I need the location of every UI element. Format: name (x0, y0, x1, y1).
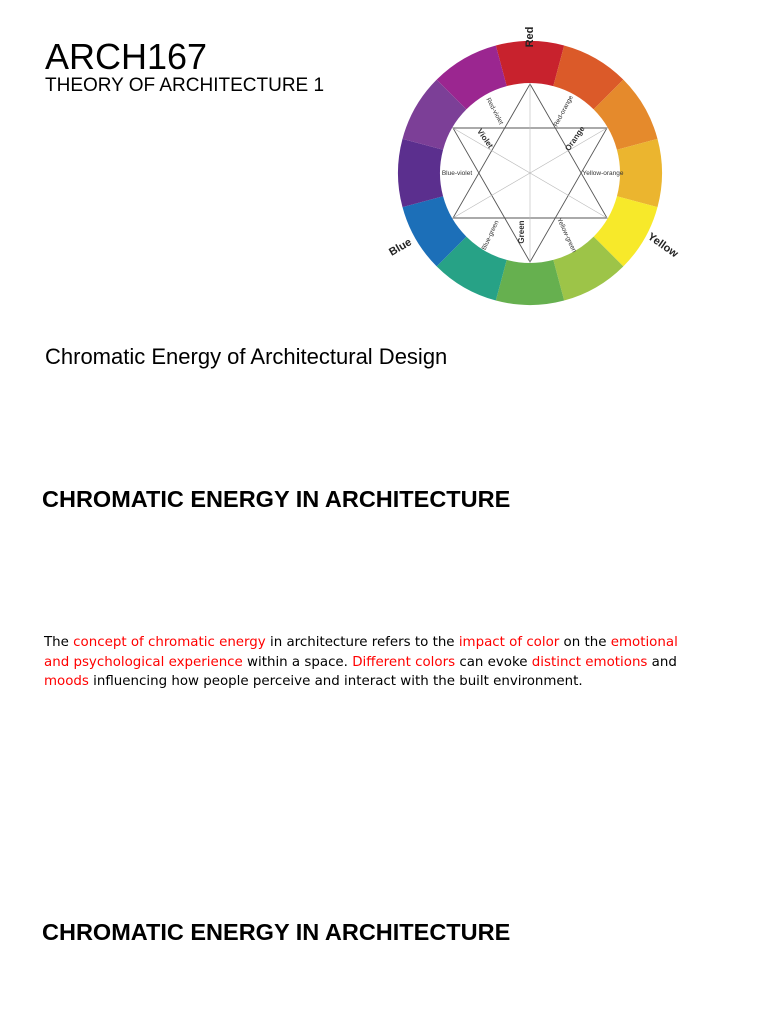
paragraph-text: on the (559, 635, 611, 650)
inner-label-red-violet: Red-violet (484, 96, 505, 126)
wheel-segment (398, 139, 443, 207)
highlighted-phrase: emotional and psychological experience (44, 635, 678, 670)
highlighted-phrase: distinct emotions (531, 654, 648, 670)
paragraph-text: and (647, 654, 677, 670)
wheel-label-yellow: Yellow (645, 230, 681, 261)
course-code: ARCH167 (45, 36, 208, 77)
paragraph-text: can evoke (455, 654, 532, 670)
inner-label-violet: Violet (475, 127, 495, 151)
paragraph-text: within a space. (242, 654, 353, 670)
section-heading: CHROMATIC ENERGY IN ARCHITECTURE (42, 486, 511, 512)
inner-label-yellow-orange: Yellow-orange (582, 170, 624, 177)
wheel-label-red: Red (524, 26, 536, 48)
highlighted-phrase: concept of chromatic energy (73, 635, 266, 650)
paragraph-text: The (44, 635, 74, 650)
document-subtitle: Chromatic Energy of Architectural Design (45, 344, 448, 369)
inner-label-red-orange: Red-orange (552, 94, 575, 129)
paragraph-text: in architecture refers to the (265, 635, 459, 650)
wheel-segment (496, 260, 564, 305)
inner-label-green: Green (517, 220, 526, 244)
wheel-label-blue: Blue (387, 236, 414, 259)
inner-label-yellow-green: Yellow-green (555, 216, 578, 254)
section-heading: CHROMATIC ENERGY IN ARCHITECTURE (42, 919, 511, 945)
color-wheel-figure (385, 10, 685, 310)
inner-label-blue-violet: Blue-violet (441, 170, 473, 177)
highlighted-phrase: Different colors (352, 654, 456, 670)
highlighted-phrase: impact of color (458, 635, 560, 650)
wheel-segment (617, 139, 662, 207)
course-title: THEORY OF ARCHITECTURE 1 (45, 75, 325, 96)
highlighted-phrase: moods (44, 674, 89, 689)
paragraph-text: influencing how people perceive and interact with the built environment. (88, 674, 583, 689)
inner-label-blue-green: Blue-green (480, 219, 501, 252)
inner-label-orange: Orange (563, 124, 587, 153)
body-paragraph (44, 633, 684, 692)
